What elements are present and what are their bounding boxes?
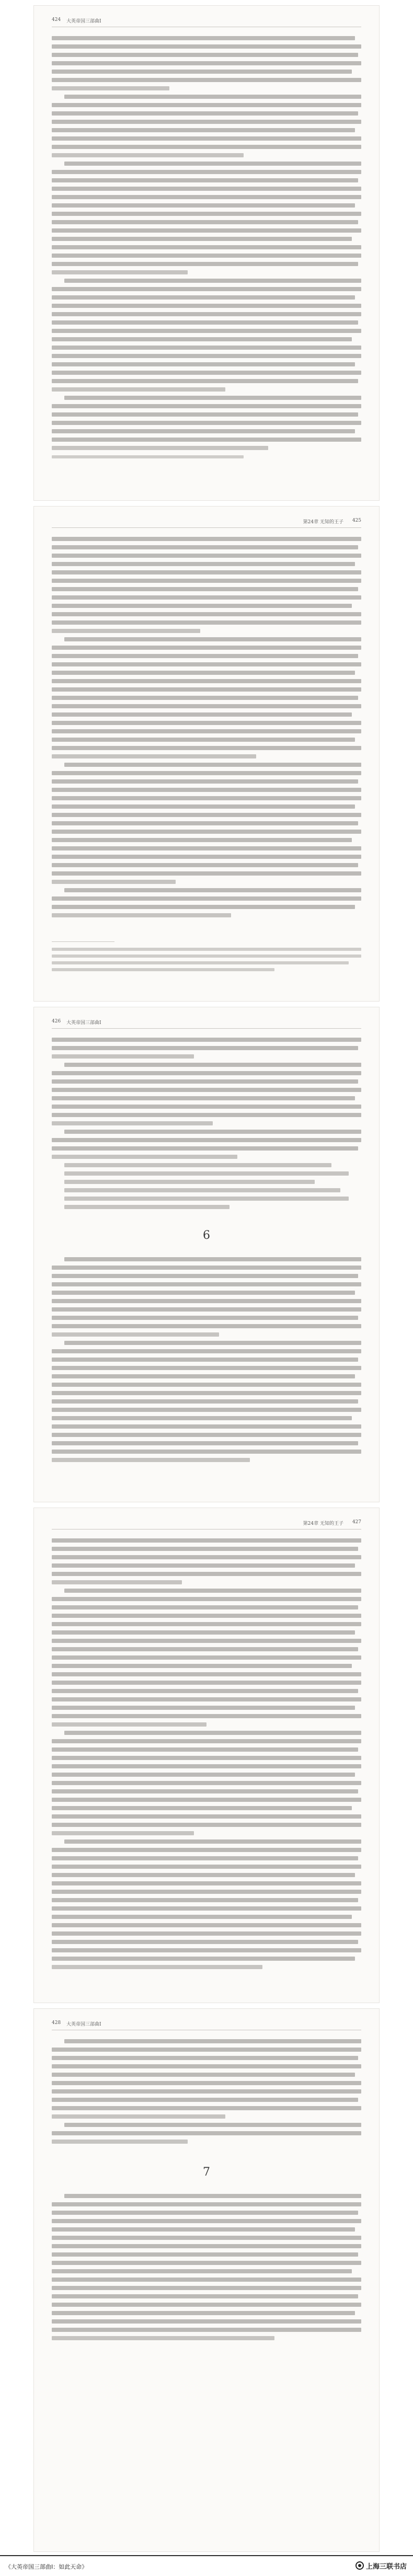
reader-footer bbox=[0, 2555, 413, 2576]
page-header bbox=[52, 1019, 361, 1026]
page-header bbox=[52, 17, 361, 25]
body-text bbox=[52, 537, 361, 922]
publisher-logo bbox=[355, 2560, 407, 2571]
running-head: 大英帝国三部曲Ⅰ bbox=[66, 2022, 101, 2027]
body-text bbox=[52, 1538, 361, 1973]
running-head: 第24章 无知的王子 bbox=[303, 1521, 343, 1526]
section-number: 7 bbox=[203, 2166, 210, 2179]
running-head: 大英帝国三部曲Ⅰ bbox=[66, 19, 101, 24]
page-428 bbox=[33, 2008, 380, 2552]
page-426 bbox=[33, 1007, 380, 1502]
page-number: 425 bbox=[352, 518, 361, 523]
page-header bbox=[52, 2020, 361, 2028]
page-424 bbox=[33, 5, 380, 501]
running-head: 第24章 无知的王子 bbox=[303, 520, 343, 525]
publisher-logo-icon bbox=[355, 2561, 364, 2570]
page-number: 428 bbox=[52, 2020, 61, 2026]
publisher-name: 上海三联书店 bbox=[365, 2562, 407, 2571]
page-header bbox=[52, 518, 361, 525]
footer-rule bbox=[0, 2555, 413, 2556]
footnote-rule bbox=[52, 449, 114, 450]
page-425 bbox=[33, 506, 380, 1002]
body-text bbox=[52, 1257, 361, 1466]
header-rule bbox=[52, 1028, 361, 1029]
section-number: 6 bbox=[203, 1229, 210, 1242]
page-number: 427 bbox=[352, 1520, 361, 1525]
page-number: 426 bbox=[52, 1019, 61, 1024]
block-quote bbox=[64, 1163, 349, 1213]
page-header bbox=[52, 1520, 361, 1527]
header-rule bbox=[52, 1529, 361, 1530]
footnote bbox=[52, 455, 361, 462]
body-text bbox=[52, 1038, 361, 1163]
body-text bbox=[52, 36, 361, 454]
book-title: 《大英帝国三部曲Ⅰ：如此天命》 bbox=[5, 2563, 88, 2570]
footnote-rule bbox=[52, 941, 114, 942]
body-text bbox=[52, 2194, 361, 2344]
page-number: 424 bbox=[52, 17, 61, 22]
running-head: 大英帝国三部曲Ⅰ bbox=[66, 1020, 101, 1026]
footnote bbox=[52, 948, 361, 975]
page-427 bbox=[33, 1508, 380, 2003]
body-text bbox=[52, 2039, 361, 2148]
header-rule bbox=[52, 527, 361, 528]
